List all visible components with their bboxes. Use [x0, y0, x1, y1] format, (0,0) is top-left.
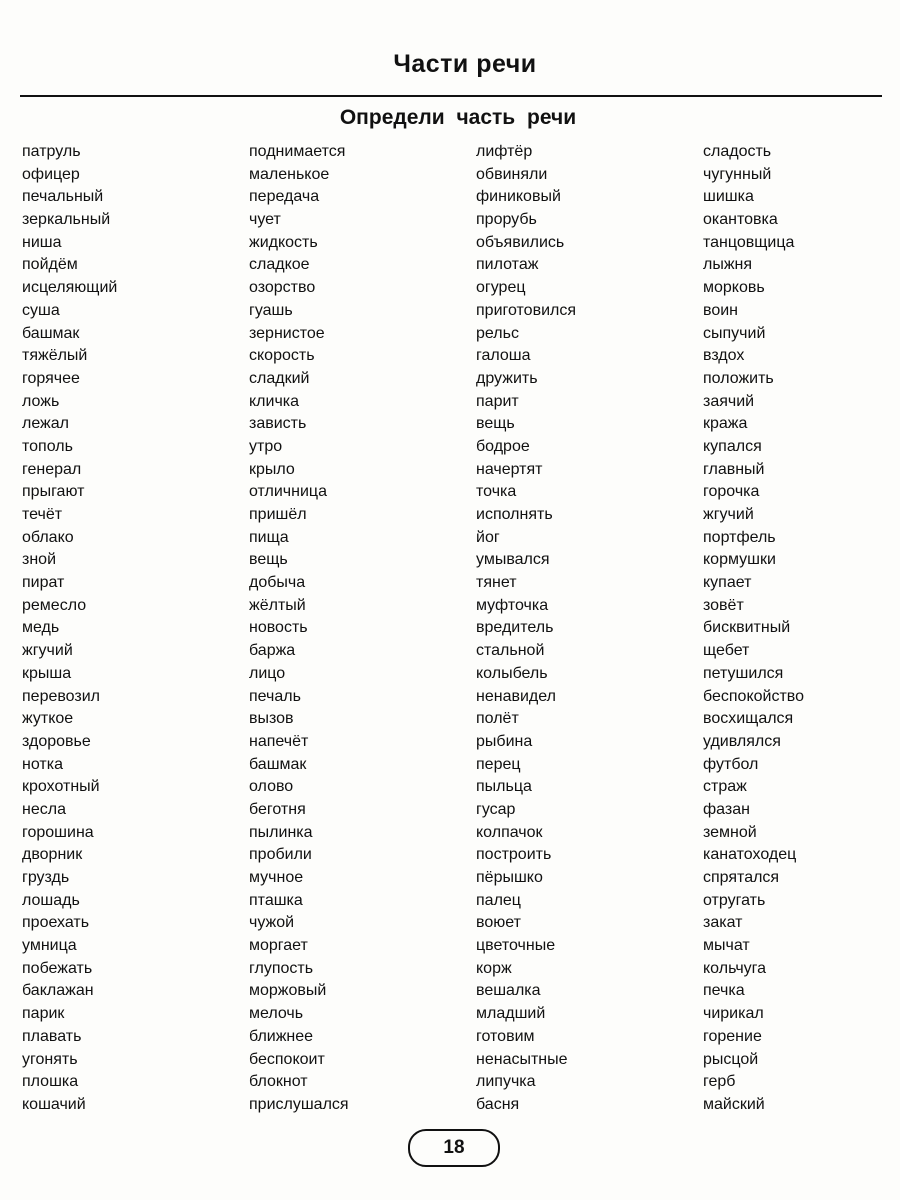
word-item: мучное	[249, 869, 304, 886]
word-item: передача	[249, 188, 320, 206]
word-item: зависть	[249, 415, 307, 433]
word-item: печка	[703, 982, 745, 1000]
word-column-1	[22, 141, 117, 1117]
word-item: блокнот	[249, 1073, 308, 1091]
word-item: вещь	[249, 551, 288, 569]
word-item: здоровье	[22, 732, 91, 750]
word-item: баклажан	[22, 982, 94, 1000]
word-item: цветочные	[476, 937, 556, 955]
task-title: Определи часть речи	[339, 106, 577, 129]
word-item: чужой	[249, 914, 295, 932]
word-item: отругать	[703, 891, 766, 909]
word-item: вызов	[249, 710, 294, 728]
word-item: парит	[476, 392, 519, 410]
word-item: офицер	[22, 165, 80, 183]
word-item: колпачок	[476, 823, 543, 841]
word-item: сладость	[703, 143, 772, 160]
word-item: щебет	[703, 642, 750, 660]
word-item: гусар	[476, 800, 516, 818]
word-item: башмак	[249, 755, 307, 773]
word-item: рельс	[476, 324, 519, 342]
word-item: горочка	[703, 483, 760, 501]
word-item: пират	[22, 574, 65, 592]
word-item: олово	[249, 778, 294, 796]
word-item: заячий	[703, 392, 755, 410]
word-item: точка	[476, 483, 517, 501]
word-item: положить	[703, 369, 774, 387]
word-item: страж	[703, 778, 747, 796]
section-title: Части речи	[393, 50, 537, 78]
word-item: печальный	[22, 188, 104, 206]
word-item: проехать	[22, 914, 90, 932]
word-item: воин	[703, 301, 738, 319]
word-item: ненасытные	[476, 1050, 568, 1068]
word-item: ремесло	[22, 596, 87, 614]
word-item: горение	[703, 1027, 762, 1045]
word-item: петушился	[703, 664, 784, 682]
word-column-2	[249, 141, 349, 1117]
word-item: генерал	[22, 460, 82, 478]
word-item: чует	[249, 211, 281, 229]
word-item: беспокойство	[703, 687, 805, 705]
word-item: перец	[476, 755, 521, 773]
word-item: медь	[22, 619, 60, 637]
word-item: портфель	[703, 528, 776, 546]
word-item: пёрышко	[476, 869, 543, 886]
word-item: жидкость	[249, 233, 318, 251]
word-item: скорость	[249, 347, 315, 365]
word-item: крыша	[22, 664, 72, 682]
word-item: исцеляющий	[22, 279, 118, 297]
word-item: прыгают	[22, 483, 85, 501]
word-item: канатоходец	[703, 846, 797, 864]
word-item: гуашь	[249, 301, 293, 319]
word-item: течёт	[22, 506, 63, 523]
word-item: суша	[22, 301, 60, 319]
word-item: йог	[476, 528, 500, 546]
word-item: дворник	[22, 846, 83, 864]
word-item: маленькое	[249, 165, 330, 183]
word-item: утро	[249, 437, 283, 455]
word-item: горячее	[22, 369, 80, 387]
word-item: пришёл	[249, 506, 307, 523]
word-item: ненавидел	[476, 687, 556, 705]
word-item: сладкий	[249, 369, 310, 387]
word-item: купает	[703, 574, 752, 592]
word-item: окантовка	[703, 211, 778, 229]
word-item: ниша	[22, 233, 62, 251]
word-item: облако	[22, 528, 74, 546]
word-item: младший	[476, 1005, 546, 1023]
word-item: горошина	[22, 823, 94, 841]
word-item: плавать	[22, 1027, 82, 1045]
word-item: чирикал	[703, 1005, 764, 1023]
word-item: колыбель	[476, 664, 548, 682]
word-item: галоша	[476, 347, 531, 365]
word-item: умывался	[476, 551, 550, 569]
word-item: финиковый	[476, 188, 561, 206]
word-item: зной	[22, 551, 57, 569]
word-item: бисквитный	[703, 619, 791, 637]
word-item: печаль	[249, 687, 301, 705]
word-item: поднимается	[249, 143, 346, 160]
word-item: умница	[22, 937, 77, 955]
word-item: пылинка	[249, 823, 313, 841]
word-item: моржовый	[249, 982, 327, 1000]
word-item: пища	[249, 528, 289, 546]
word-item: исполнять	[476, 506, 553, 523]
word-item: крыло	[249, 460, 295, 478]
word-item: пыльца	[476, 778, 532, 796]
word-item: лицо	[249, 664, 286, 682]
word-item: воюет	[476, 914, 521, 932]
word-item: новость	[249, 619, 308, 637]
word-item: вредитель	[476, 619, 554, 637]
word-item: напечёт	[249, 732, 309, 750]
word-item: фазан	[703, 800, 750, 818]
word-item: полёт	[476, 710, 519, 728]
word-item: муфточка	[476, 596, 549, 614]
word-item: корж	[476, 959, 512, 977]
word-item: спрятался	[703, 869, 780, 886]
word-item: герб	[703, 1073, 736, 1091]
word-item: кража	[703, 415, 748, 433]
word-item: пилотаж	[476, 256, 539, 274]
word-item: тяжёлый	[22, 347, 88, 365]
word-item: дружить	[476, 369, 538, 387]
word-item: тянет	[476, 574, 517, 592]
word-item: мелочь	[249, 1005, 304, 1023]
word-item: майский	[703, 1095, 765, 1113]
word-item: зеркальный	[22, 211, 111, 229]
word-item: беспокоит	[249, 1050, 325, 1068]
word-item: баржа	[249, 642, 296, 660]
word-item: пойдём	[22, 256, 78, 274]
word-item: рыбина	[476, 732, 533, 750]
word-item: зернистое	[249, 324, 325, 342]
word-item: палец	[476, 891, 521, 909]
word-item: бодрое	[476, 437, 530, 455]
word-item: лыжня	[703, 256, 753, 274]
word-item: танцовщица	[703, 233, 795, 251]
word-item: кольчуга	[703, 959, 767, 977]
word-item: объявились	[476, 233, 565, 251]
word-item: лежал	[22, 415, 69, 433]
word-item: побежать	[22, 959, 93, 977]
word-item: перевозил	[22, 687, 101, 705]
word-item: глупость	[249, 959, 314, 977]
word-item: мычат	[703, 937, 750, 955]
page-number: 18	[408, 1129, 500, 1167]
word-item: башмак	[22, 324, 80, 342]
word-column-4	[703, 141, 804, 1117]
word-item: беготня	[249, 800, 306, 818]
word-item: угонять	[22, 1050, 78, 1068]
word-item: несла	[22, 800, 66, 818]
word-item: добыча	[249, 574, 306, 592]
word-item: начертят	[476, 460, 543, 478]
word-item: моргает	[249, 937, 308, 955]
word-item: обвиняли	[476, 165, 548, 183]
word-item: стальной	[476, 642, 545, 660]
word-item: закат	[703, 914, 743, 932]
word-item: приготовился	[476, 301, 577, 319]
word-item: кошачий	[22, 1095, 86, 1113]
word-item: плошка	[22, 1073, 79, 1091]
title-divider	[20, 95, 882, 97]
word-item: сладкое	[249, 256, 310, 274]
word-item: лошадь	[22, 891, 80, 909]
word-item: купался	[703, 437, 762, 455]
word-item: ближнее	[249, 1027, 314, 1045]
word-item: шишка	[703, 188, 754, 206]
word-item: вздох	[703, 347, 745, 365]
word-item: кличка	[249, 392, 300, 410]
word-item: нотка	[22, 755, 63, 773]
word-column-3	[476, 141, 576, 1117]
word-item: рысцой	[703, 1050, 759, 1068]
word-item: жуткое	[22, 710, 74, 728]
word-item: пташка	[249, 891, 303, 909]
word-item: готовим	[476, 1027, 535, 1045]
word-item: озорство	[249, 279, 316, 297]
word-item: земной	[703, 823, 757, 841]
word-item: крохотный	[22, 778, 100, 796]
word-item: парик	[22, 1005, 65, 1023]
word-item: жгучий	[703, 506, 754, 523]
word-item: удивлялся	[703, 732, 781, 750]
word-item: прорубь	[476, 211, 537, 229]
word-item: вещь	[476, 415, 515, 433]
word-item: построить	[476, 846, 552, 864]
word-item: груздь	[22, 869, 70, 886]
word-item: чугунный	[703, 165, 772, 183]
word-item: липучка	[476, 1073, 536, 1091]
word-item: вешалка	[476, 982, 541, 1000]
word-item: кормушки	[703, 551, 776, 569]
word-item: жгучий	[22, 642, 73, 660]
word-item: прислушался	[249, 1095, 349, 1113]
word-item: отличница	[249, 483, 327, 501]
word-item: лифтёр	[476, 143, 533, 160]
word-item: пробили	[249, 846, 312, 864]
word-item: жёлтый	[249, 596, 306, 614]
word-item: патруль	[22, 143, 81, 160]
word-item: ложь	[22, 392, 60, 410]
word-item: сыпучий	[703, 324, 766, 342]
word-item: футбол	[703, 755, 759, 773]
word-item: восхищался	[703, 710, 794, 728]
word-item: басня	[476, 1095, 520, 1113]
word-item: зовёт	[703, 596, 744, 614]
word-item: главный	[703, 460, 765, 478]
word-item: огурец	[476, 279, 526, 297]
word-item: морковь	[703, 279, 765, 297]
word-item: тополь	[22, 437, 73, 455]
